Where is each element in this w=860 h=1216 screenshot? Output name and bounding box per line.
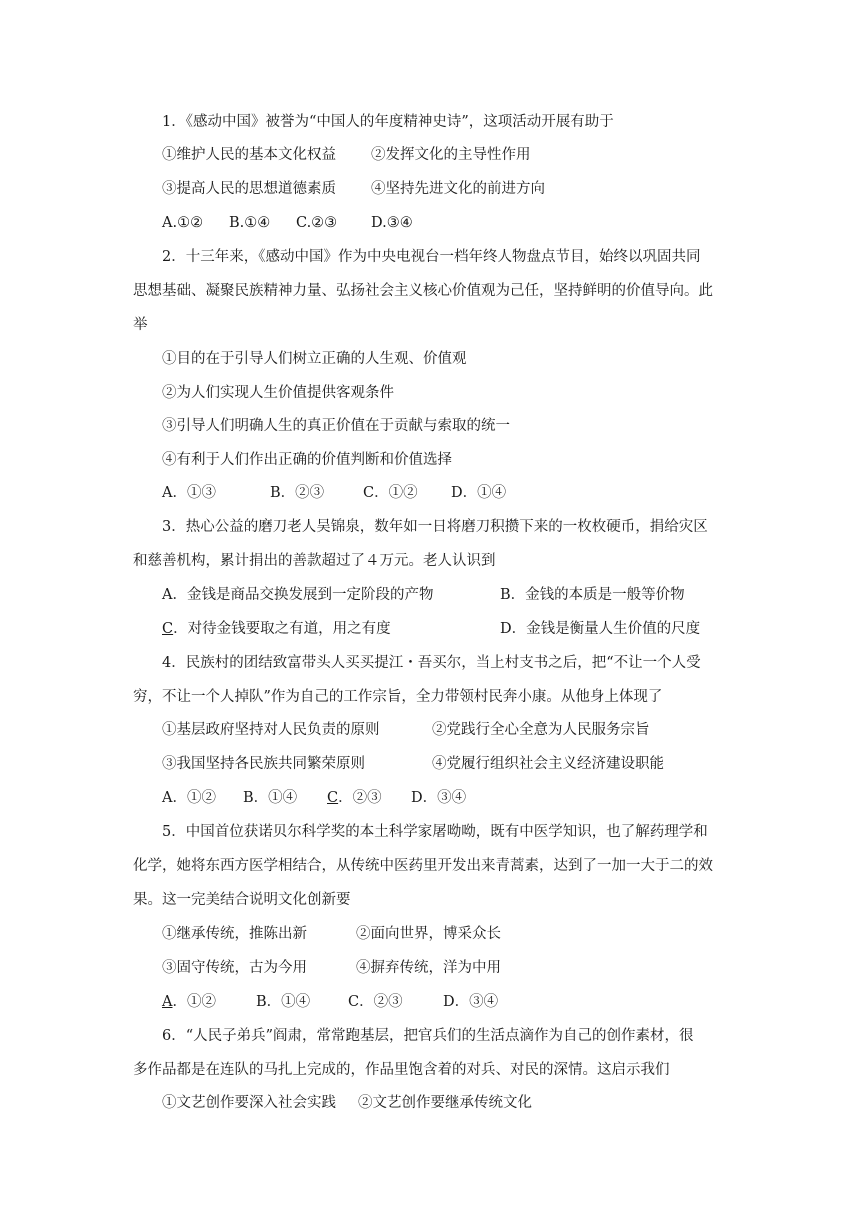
q6-statement-1: ①文艺创作要深入社会实践 <box>162 1095 336 1111</box>
q5-choice-d: D．③④ <box>443 994 499 1010</box>
q6-statement-2: ②文艺创作要继承传统文化 <box>358 1095 532 1111</box>
q3-choice-b: B．金钱的本质是一般等价物 <box>500 587 685 603</box>
q2-choice-b: B．②③ <box>270 485 325 501</box>
q2-statement-4: ④有利于人们作出正确的价值判断和价值选择 <box>162 452 452 468</box>
question-4-stem-line-1: 4．民族村的团结致富带头人买买提江・吾买尔，当上村支书之后，把“不让一个人受 <box>162 655 701 671</box>
question-2-stem-line-2: 思想基础、凝聚民族精神力量、弘扬社会主义核心价值观为己任，坚持鲜明的价值导向。此 <box>133 283 713 299</box>
q4-statement-1: ①基层政府坚持对人民负责的原则 <box>162 722 380 738</box>
q1-statement-1: ①维护人民的基本文化权益 <box>162 147 336 163</box>
q1-choice-a: A.①② <box>162 215 204 231</box>
question-5-stem-line-1: 5．中国首位获诺贝尔科学奖的本土科学家屠呦呦，既有中医学知识，也了解药理学和 <box>162 824 708 840</box>
q5-statement-3: ③固守传统，古为今用 <box>162 960 307 976</box>
q5-statement-4: ④摒弃传统，洋为中用 <box>356 960 501 976</box>
q3-choice-d: D．金钱是衡量人生价值的尺度 <box>500 621 701 637</box>
q4-statement-2: ②党践行全心全意为人民服务宗旨 <box>432 722 650 738</box>
q1-statement-2: ②发挥文化的主导性作用 <box>371 147 531 163</box>
q2-statement-2: ②为人们实现人生价值提供客观条件 <box>162 385 394 401</box>
q5-choice-a-text: ．①② <box>172 994 216 1010</box>
q1-choice-c: C.②③ <box>296 215 338 231</box>
q2-choice-c: C．①② <box>363 485 418 501</box>
question-5-stem-line-3: 果。这一完美结合说明文化创新要 <box>133 892 351 908</box>
q2-choice-a: A．①③ <box>162 485 216 501</box>
q2-statement-3: ③引导人们明确人生的真正价值在于贡献与索取的统一 <box>162 418 510 434</box>
q1-statement-4: ④坚持先进文化的前进方向 <box>371 181 545 197</box>
q3-choice-c-text: ．对待金钱要取之有道，用之有度 <box>173 621 391 637</box>
q4-choice-d: D．③④ <box>411 790 467 806</box>
question-3-stem-line-2: 和慈善机构，累计捐出的善款超过了４万元。老人认识到 <box>133 553 496 569</box>
q2-choice-d: D．①④ <box>451 485 507 501</box>
q5-statement-2: ②面向世界，博采众长 <box>356 926 501 942</box>
q4-choice-b: B．①④ <box>243 790 298 806</box>
q5-choice-a-letter: A <box>162 994 173 1010</box>
question-6-stem-line-1: 6．“人民子弟兵”阎肃，常常跑基层，把官兵们的生活点滴作为自己的创作素材，很 <box>162 1028 694 1044</box>
q4-statement-3: ③我国坚持各民族共同繁荣原则 <box>162 756 365 772</box>
q1-statement-3: ③提高人民的思想道德素质 <box>162 181 336 197</box>
q4-choice-c-letter: C <box>327 790 339 806</box>
question-2-stem-line-3: 举 <box>133 317 148 333</box>
q5-choice-b: B．①④ <box>256 994 311 1010</box>
q1-choice-b: B.①④ <box>229 215 271 231</box>
question-4-stem-line-2: 穷，不让一个人掉队”作为自己的工作宗旨，全力带领村民奔小康。从他身上体现了 <box>133 689 663 705</box>
question-2-stem-line-1: 2．十三年来，《感动中国》作为中央电视台一档年终人物盘点节目，始终以巩固共同 <box>162 249 701 265</box>
q4-choice-a: A．①② <box>162 790 216 806</box>
question-5-stem-line-2: 化学，她将东西方医学相结合，从传统中医药里开发出来青蒿素，达到了一加一大于二的效 <box>133 858 713 874</box>
question-6-stem-line-2: 多作品都是在连队的马扎上完成的，作品里饱含着的对兵、对民的深情。这启示我们 <box>133 1062 670 1078</box>
q3-choice-c <box>162 620 391 638</box>
q5-choice-a <box>162 993 216 1011</box>
question-3-stem-line-1: 3．热心公益的磨刀老人吴锦泉，数年如一日将磨刀积攒下来的一枚枚硬币，捐给灾区 <box>162 519 708 535</box>
q4-choice-c-text: ．②③ <box>338 790 382 806</box>
q4-statement-4: ④党履行组织社会主义经济建设职能 <box>432 756 664 772</box>
q1-choice-d: D.③④ <box>371 215 413 231</box>
q3-choice-c-letter: C <box>162 621 174 637</box>
q2-statement-1: ①目的在于引导人们树立正确的人生观、价值观 <box>162 351 467 367</box>
question-1-stem: 1．《感动中国》被誉为“中国人的年度精神史诗”，这项活动开展有助于 <box>162 114 614 130</box>
q4-choice-c <box>327 789 382 807</box>
q5-choice-c: C．②③ <box>348 994 403 1010</box>
q3-choice-a: A．金钱是商品交换发展到一定阶段的产物 <box>162 587 434 603</box>
q5-statement-1: ①继承传统，推陈出新 <box>162 926 307 942</box>
